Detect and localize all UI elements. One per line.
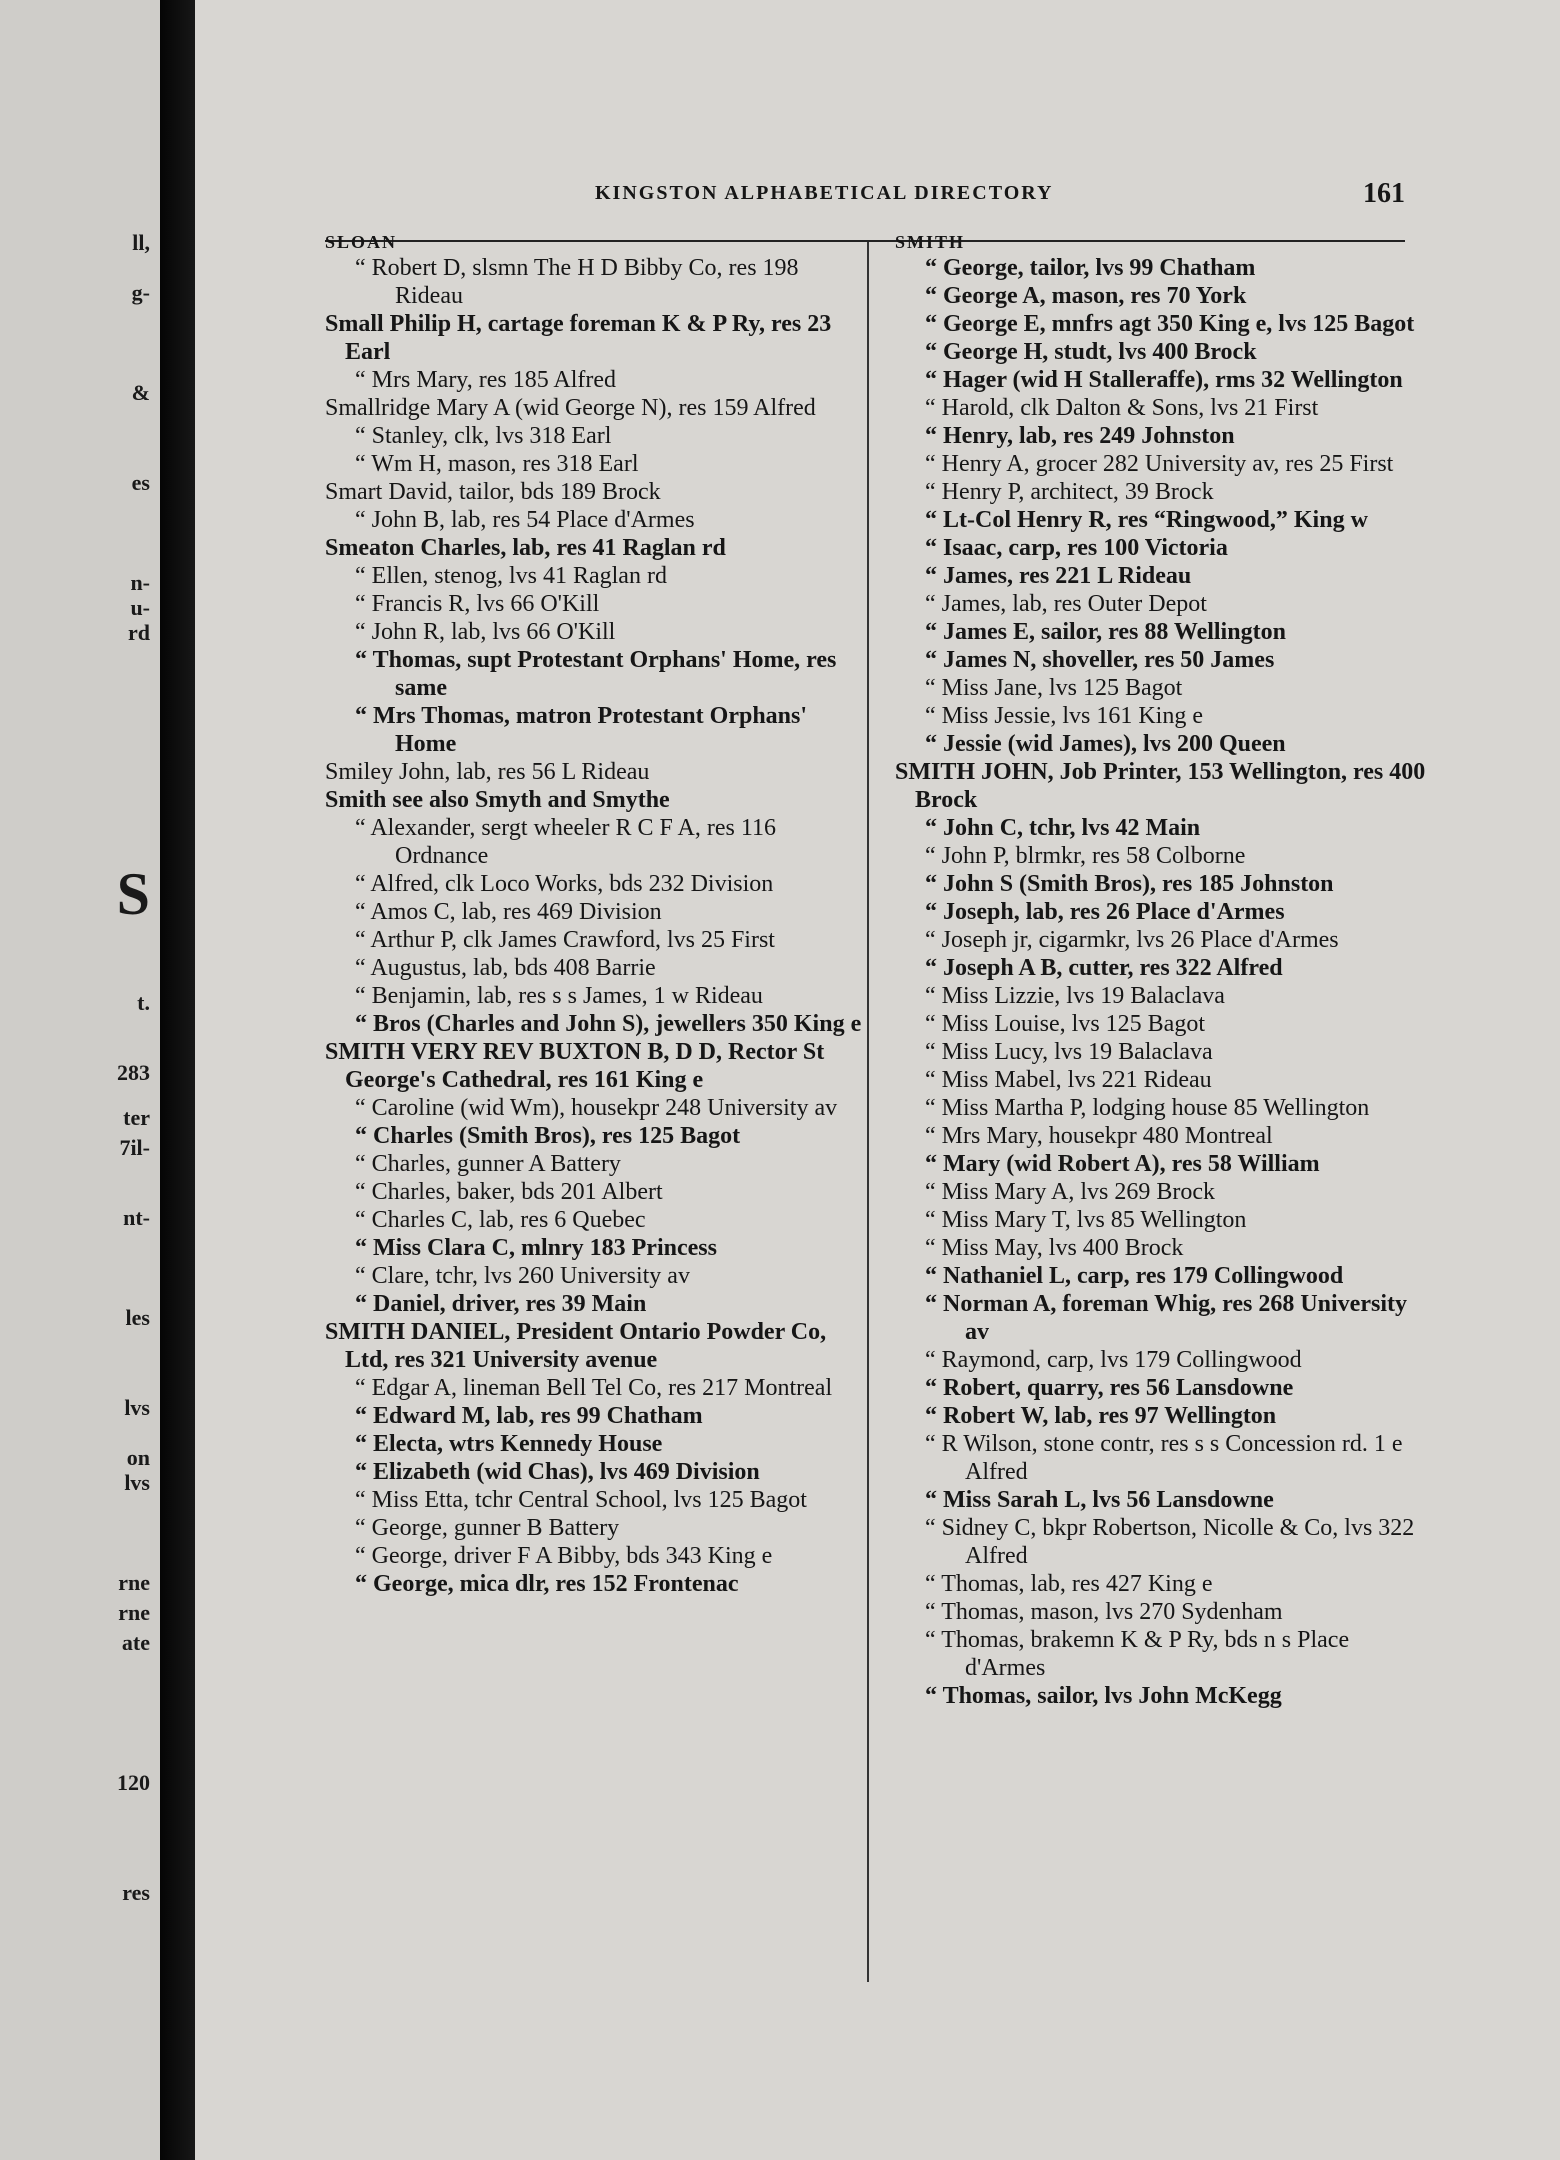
- directory-entry: “ Thomas, sailor, lvs John McKegg: [925, 1683, 1282, 1709]
- previous-page-edge: [0, 0, 160, 2160]
- directory-entry: “ Isaac, carp, res 100 Victoria: [925, 535, 1228, 561]
- directory-entry: “ Thomas, mason, lvs 270 Sydenham: [925, 1599, 1283, 1625]
- directory-entry: “ Norman A, foreman Whig, res 268 University av: [925, 1291, 1407, 1345]
- directory-entry: “ George A, mason, res 70 York: [925, 283, 1247, 309]
- directory-entry: “ Mrs Mary, res 185 Alfred: [355, 367, 617, 393]
- directory-entry: “ Miss Jessie, lvs 161 King e: [925, 703, 1203, 729]
- facing-page-fragment: u-: [130, 595, 150, 620]
- directory-entry: “ John S (Smith Bros), res 185 Johnston: [925, 871, 1334, 897]
- directory-entry: “ Thomas, supt Protestant Orphans' Home, res same: [355, 647, 837, 701]
- directory-entry: SMITH VERY REV BUXTON B, D D, Rector St George's Cathedral, res 161 King e: [325, 1039, 825, 1093]
- directory-entry: SMITH DANIEL, President Ontario Powder Co, Ltd, res 321 University avenue: [325, 1319, 827, 1373]
- directory-entry: Smart David, tailor, bds 189 Brock: [325, 479, 661, 505]
- directory-entry: “ Arthur P, clk James Crawford, lvs 25 First: [355, 927, 775, 953]
- directory-entry: “ Clare, tchr, lvs 260 University av: [355, 1263, 690, 1289]
- directory-entry: “ John C, tchr, lvs 42 Main: [925, 815, 1201, 841]
- facing-page-fragment: les: [125, 1305, 150, 1330]
- directory-entry: “ Alfred, clk Loco Works, bds 232 Division: [355, 871, 774, 897]
- directory-entry: Smiley John, lab, res 56 L Rideau: [325, 759, 650, 785]
- column-divider: [867, 242, 869, 1982]
- facing-page-fragment: nt-: [123, 1205, 150, 1230]
- directory-entry: “ Charles C, lab, res 6 Quebec: [355, 1207, 646, 1233]
- directory-entry: “ Wm H, mason, res 318 Earl: [355, 451, 639, 477]
- directory-entry: “ Stanley, clk, lvs 318 Earl: [355, 423, 612, 449]
- facing-page-fragment: rd: [128, 620, 150, 645]
- directory-entry: “ Raymond, carp, lvs 179 Collingwood: [925, 1347, 1302, 1373]
- book-spine: [160, 0, 200, 2160]
- facing-page-fragment: 7il-: [119, 1135, 150, 1160]
- directory-entry: “ Ellen, stenog, lvs 41 Raglan rd: [355, 563, 667, 589]
- directory-page: [195, 0, 1560, 2160]
- directory-entry: “ James, res 221 L Rideau: [925, 563, 1192, 589]
- directory-entry: “ Robert D, slsmn The H D Bibby Co, res 198 Rideau: [355, 255, 799, 309]
- directory-entry: “ Henry, lab, res 249 Johnston: [925, 423, 1235, 449]
- directory-entry: “ R Wilson, stone contr, res s s Concession rd. 1 e Alfred: [925, 1431, 1403, 1485]
- directory-entry: “ George H, studt, lvs 400 Brock: [925, 339, 1257, 365]
- directory-entry: “ Thomas, lab, res 427 King e: [925, 1571, 1213, 1597]
- directory-entry: “ George E, mnfrs agt 350 King e, lvs 125 Bagot: [925, 311, 1415, 337]
- facing-page-fragment: 283: [117, 1060, 150, 1085]
- directory-entry: Small Philip H, cartage foreman K & P Ry, res 23 Earl: [325, 311, 832, 365]
- directory-entry: “ Miss May, lvs 400 Brock: [925, 1235, 1184, 1261]
- directory-entry: “ Lt-Col Henry R, res “Ringwood,” King w: [925, 507, 1368, 533]
- directory-entry: “ George, gunner B Battery: [355, 1515, 620, 1541]
- page-number: 161: [1363, 178, 1405, 209]
- running-title: KINGSTON ALPHABETICAL DIRECTORY: [595, 182, 1054, 204]
- directory-entry: “ Robert W, lab, res 97 Wellington: [925, 1403, 1277, 1429]
- facing-page-fragment: rne: [118, 1570, 150, 1595]
- directory-entry: “ Miss Lizzie, lvs 19 Balaclava: [925, 983, 1225, 1009]
- facing-page-fragment: ter: [123, 1105, 150, 1130]
- directory-entry: “ Miss Mary A, lvs 269 Brock: [925, 1179, 1215, 1205]
- directory-entry: “ George, mica dlr, res 152 Frontenac: [355, 1571, 739, 1597]
- directory-entry: “ James E, sailor, res 88 Wellington: [925, 619, 1286, 645]
- directory-entry: “ Robert, quarry, res 56 Lansdowne: [925, 1375, 1294, 1401]
- directory-entry: “ Elizabeth (wid Chas), lvs 469 Division: [355, 1459, 760, 1485]
- facing-page-fragment: &: [131, 380, 150, 405]
- directory-entry: “ Joseph, lab, res 26 Place d'Armes: [925, 899, 1285, 925]
- directory-entry: “ Miss Mabel, lvs 221 Rideau: [925, 1067, 1212, 1093]
- directory-entry: “ Miss Etta, tchr Central School, lvs 125 Bagot: [355, 1487, 807, 1513]
- directory-entry: “ Henry P, architect, 39 Brock: [925, 479, 1214, 505]
- directory-entry: “ Hager (wid H Stalleraffe), rms 32 Wellington: [925, 367, 1403, 393]
- right-entry-list: [895, 254, 1435, 1710]
- directory-entry: “ John B, lab, res 54 Place d'Armes: [355, 507, 695, 533]
- directory-entry: “ John R, lab, lvs 66 O'Kill: [355, 619, 616, 645]
- directory-entry: “ Joseph A B, cutter, res 322 Alfred: [925, 955, 1283, 981]
- facing-page-fragment: lvs: [124, 1470, 150, 1495]
- directory-entry: “ George, tailor, lvs 99 Chatham: [925, 255, 1256, 281]
- left-column-heading: SLOAN: [325, 232, 398, 252]
- directory-entry: “ Thomas, brakemn K & P Ry, bds n s Place d'Armes: [925, 1627, 1350, 1681]
- directory-entry: “ Charles (Smith Bros), res 125 Bagot: [355, 1123, 741, 1149]
- facing-page-fragment: res: [122, 1880, 150, 1905]
- directory-entry: “ George, driver F A Bibby, bds 343 King e: [355, 1543, 773, 1569]
- directory-entry: “ Francis R, lvs 66 O'Kill: [355, 591, 600, 617]
- directory-entry: “ James, lab, res Outer Depot: [925, 591, 1207, 617]
- left-column: [325, 228, 865, 1598]
- facing-page-fragment: es: [131, 470, 150, 495]
- directory-entry: “ Miss Sarah L, lvs 56 Lansdowne: [925, 1487, 1274, 1513]
- facing-page-fragment: g-: [131, 280, 150, 305]
- directory-entry: “ Harold, clk Dalton & Sons, lvs 21 First: [925, 395, 1319, 421]
- directory-entry: “ Sidney C, bkpr Robertson, Nicolle & Co, lvs 322 Alfred: [925, 1515, 1415, 1569]
- directory-entry: “ Miss Jane, lvs 125 Bagot: [925, 675, 1183, 701]
- facing-page-fragment: n-: [130, 570, 150, 595]
- facing-page-fragment: ate: [121, 1630, 150, 1655]
- facing-page-fragment: 120: [117, 1770, 150, 1795]
- facing-page-fragment: S: [116, 861, 150, 927]
- directory-entry: “ Augustus, lab, bds 408 Barrie: [355, 955, 656, 981]
- directory-entry: “ Miss Mary T, lvs 85 Wellington: [925, 1207, 1247, 1233]
- directory-entry: Smallridge Mary A (wid George N), res 159 Alfred: [325, 395, 816, 421]
- directory-entry: “ Amos C, lab, res 469 Division: [355, 899, 662, 925]
- directory-entry: “ Miss Clara C, mlnry 183 Princess: [355, 1235, 717, 1261]
- directory-entry: “ John P, blrmkr, res 58 Colborne: [925, 843, 1246, 869]
- directory-entry: “ Mrs Mary, housekpr 480 Montreal: [925, 1123, 1273, 1149]
- directory-entry: “ Jessie (wid James), lvs 200 Queen: [925, 731, 1286, 757]
- directory-entry: SMITH JOHN, Job Printer, 153 Wellington, res 400 Brock: [895, 759, 1426, 813]
- directory-entry: “ Nathaniel L, carp, res 179 Collingwood: [925, 1263, 1344, 1289]
- directory-entry: “ Charles, baker, bds 201 Albert: [355, 1179, 663, 1205]
- facing-page-fragment: rne: [118, 1600, 150, 1625]
- directory-entry: “ Caroline (wid Wm), housekpr 248 University av: [355, 1095, 838, 1121]
- directory-entry: “ Daniel, driver, res 39 Main: [355, 1291, 647, 1317]
- directory-entry: “ Edward M, lab, res 99 Chatham: [355, 1403, 703, 1429]
- directory-entry: “ Henry A, grocer 282 University av, res 25 First: [925, 451, 1394, 477]
- page-header: [195, 178, 1560, 218]
- directory-entry: “ Bros (Charles and John S), jewellers 350 King e: [355, 1011, 862, 1037]
- right-column: [895, 228, 1435, 1710]
- directory-entry: Smith see also Smyth and Smythe: [325, 787, 670, 813]
- facing-page-fragment: lvs: [124, 1395, 150, 1420]
- directory-entry: “ Mrs Thomas, matron Protestant Orphans' Home: [355, 703, 808, 757]
- facing-page-fragment: ll,: [132, 230, 150, 255]
- directory-entry: “ Joseph jr, cigarmkr, lvs 26 Place d'Armes: [925, 927, 1339, 953]
- left-entry-list: [325, 254, 865, 1598]
- directory-entry: “ Miss Lucy, lvs 19 Balaclava: [925, 1039, 1213, 1065]
- directory-entry: Smeaton Charles, lab, res 41 Raglan rd: [325, 535, 726, 561]
- directory-entry: “ Benjamin, lab, res s s James, 1 w Rideau: [355, 983, 763, 1009]
- right-column-heading: SMITH: [895, 232, 966, 252]
- directory-entry: “ Electa, wtrs Kennedy House: [355, 1431, 663, 1457]
- facing-page-fragment: on: [126, 1445, 150, 1470]
- directory-entry: “ James N, shoveller, res 50 James: [925, 647, 1275, 673]
- directory-entry: “ Alexander, sergt wheeler R C F A, res 116 Ordnance: [355, 815, 776, 869]
- directory-entry: “ Charles, gunner A Battery: [355, 1151, 621, 1177]
- directory-entry: “ Edgar A, lineman Bell Tel Co, res 217 Montreal: [355, 1375, 833, 1401]
- facing-page-fragment: t.: [137, 990, 150, 1015]
- directory-entry: “ Miss Louise, lvs 125 Bagot: [925, 1011, 1205, 1037]
- directory-entry: “ Mary (wid Robert A), res 58 William: [925, 1151, 1320, 1177]
- directory-entry: “ Miss Martha P, lodging house 85 Wellington: [925, 1095, 1370, 1121]
